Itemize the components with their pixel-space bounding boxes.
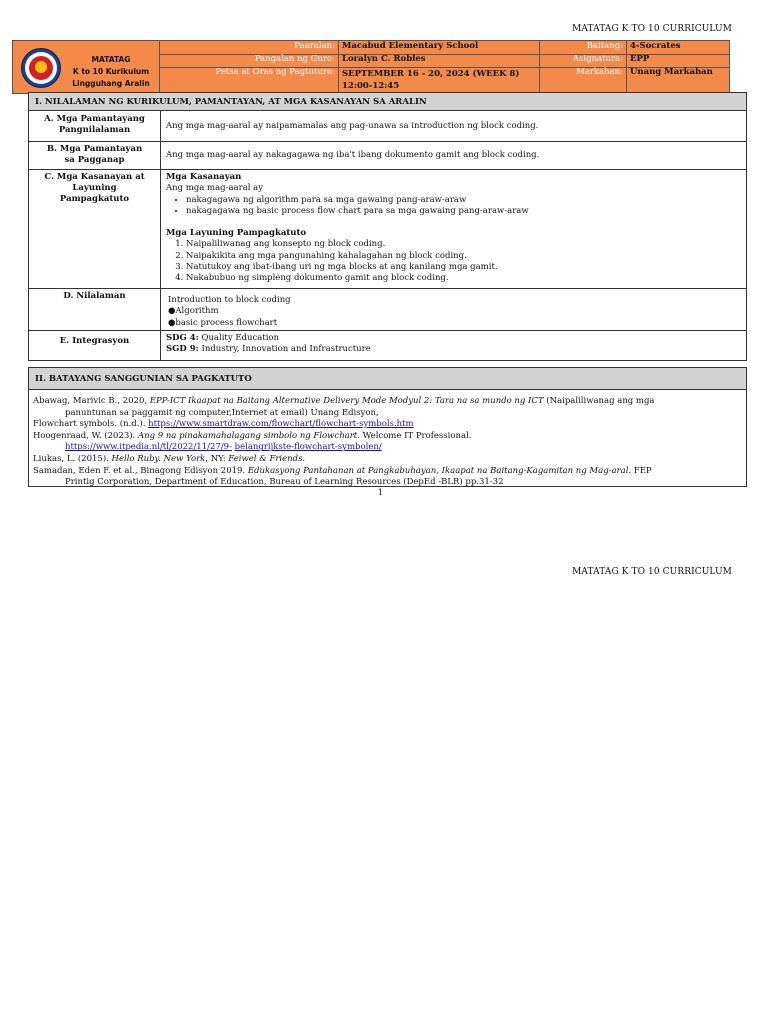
sdg9-label: SGD 9: bbox=[166, 344, 199, 355]
ref-3-author: Hoogenraad, W. (2023). bbox=[33, 430, 138, 441]
ref-3-link-part-2[interactable]: belangrijkste-flowchart-symbolen/ bbox=[234, 442, 382, 453]
ref-2-link[interactable]: https://www.smartdraw.com/flowchart/flowchart-symbols.htm bbox=[148, 419, 414, 430]
sdg4-line bbox=[166, 333, 740, 344]
ref-2-title: Flowchart symbols. (n.d.). bbox=[33, 419, 149, 430]
list-item: • nakagagawa ng basic process flow chart para sa mga gawaing pang-araw-araw bbox=[186, 206, 740, 217]
skills-list bbox=[166, 195, 740, 218]
row-performance-standards bbox=[29, 141, 746, 170]
row-e-label: E. Integrasyon bbox=[29, 330, 161, 360]
reference-3-cont bbox=[33, 442, 740, 454]
row-b-label bbox=[29, 141, 161, 169]
sdg9-text: Industry, Innovation and Infrastructure bbox=[198, 344, 371, 355]
section-2-title: II. BATAYANG SANGGUNIAN SA PAGKATUTO bbox=[29, 368, 746, 390]
grade-label: Baitang: bbox=[586, 41, 623, 51]
logo-line-2: K to 10 Kurikulum bbox=[72, 67, 150, 76]
row-d-label: D. Nilalaman bbox=[29, 288, 161, 330]
logo-text bbox=[63, 54, 159, 90]
lesson-header-table bbox=[12, 40, 730, 94]
date-value bbox=[338, 67, 540, 93]
row-a-label-line-1: A. Mga Pamantayang bbox=[44, 114, 145, 124]
ref-5-publisher-start: FEP bbox=[631, 465, 652, 476]
ref-4-title: Hello Ruby. New York bbox=[111, 453, 206, 464]
row-c-label-line-3: Pampagkatuto bbox=[59, 194, 130, 204]
list-item: 4. Nakabubuo ng simpleng dokumento gamit ang block coding. bbox=[186, 273, 740, 284]
header-row-date bbox=[159, 67, 729, 93]
grade-value: 4-Socrates bbox=[626, 41, 729, 54]
ref-4-place: , NY: bbox=[205, 453, 229, 464]
row-integration bbox=[29, 330, 746, 360]
objectives-list bbox=[166, 239, 740, 284]
list-item: 2. Naipakikita ang mga pangunahing kahalagahan ng block coding. bbox=[186, 251, 740, 262]
reference-list bbox=[33, 396, 740, 489]
page-number: 1 bbox=[378, 488, 384, 497]
skills-title: Mga Kasanayan bbox=[166, 172, 242, 182]
row-b-label-line-2: sa Pagganap bbox=[64, 155, 125, 165]
content-intro: Introduction to block coding bbox=[168, 295, 291, 305]
sdg4-text: Quality Education bbox=[198, 333, 280, 343]
reference-1-cont: panuntunan sa paggamit ng computer,Internet at email) Unang Edisyon, bbox=[65, 407, 379, 418]
section-1-title: I. NILALAMAN NG KURIKULUM, PAMANTAYAN, AT MGA KASANAYAN SA ARALIN bbox=[29, 93, 746, 111]
reference-5-cont: Printig Corporation, Department of Education, Bureau of Learning Resources (DepEd -BLR) pp.31-32 bbox=[65, 477, 504, 488]
list-item: 1. Naipaliliwanag ang konsepto ng block coding. bbox=[186, 239, 740, 250]
date-label: Petsa at Oras ng Pagtuturo: bbox=[215, 67, 335, 77]
teacher-value: Loralyn C. Robles bbox=[338, 54, 540, 67]
subject-value: EPP bbox=[626, 54, 729, 67]
date-line-2: 12:00-12:45 bbox=[342, 81, 400, 91]
ref-5-title: Edukasyong Pantahanan at Pangkabuhayan, Ikaapat na Baitang-Kagamitan ng Mag-aral. bbox=[247, 465, 632, 476]
running-header: MATATAG K TO 10 CURRICULUM bbox=[572, 24, 732, 34]
section-curriculum bbox=[28, 92, 747, 361]
ref-4-author: Liukas, L. (2015). bbox=[33, 453, 112, 464]
logo-line-3: Lingguhang Aralin bbox=[72, 79, 150, 88]
quarter-label: Markahan: bbox=[576, 67, 623, 77]
ref-1-author: Abawag, Marivic B., 2020, bbox=[33, 396, 150, 406]
row-b-text: Ang mga mag-aaral ay nakagagawa ng iba't ibang dokumento gamit ang block coding. bbox=[166, 150, 540, 160]
row-c-label bbox=[29, 169, 161, 288]
ref-1-note: (Naipaliliwanag ang mga bbox=[543, 396, 655, 406]
teacher-label: Pangalan ng Guro: bbox=[254, 54, 335, 64]
date-line-1: SEPTEMBER 16 - 20, 2024 (WEEK 8) bbox=[342, 69, 520, 79]
row-content-standards bbox=[29, 111, 746, 142]
row-b-label-line-1: B. Mga Pamantayan bbox=[46, 144, 143, 154]
reference-2 bbox=[33, 419, 740, 431]
school-label: Paaralan: bbox=[294, 41, 335, 51]
reference-5 bbox=[33, 466, 740, 478]
row-c-label-line-2: Layuning bbox=[72, 183, 117, 193]
row-d-content bbox=[166, 288, 740, 329]
row-a-text: Ang mga mag-aaral ay naipamamalas ang pag-unawa sa introduction ng block coding. bbox=[166, 121, 539, 131]
ref-3-link-part-1[interactable]: https://www.itpedia.nl/tl/2022/11/27/9- bbox=[65, 442, 232, 453]
header-row-teacher bbox=[159, 54, 729, 68]
row-a-label bbox=[29, 111, 161, 141]
row-c-label-line-1: C. Mga Kasanayan at bbox=[44, 172, 145, 182]
sdg4-label: SDG 4: bbox=[166, 333, 199, 343]
ref-3-publisher: . Welcome IT Professional. bbox=[357, 430, 472, 441]
row-content bbox=[29, 288, 746, 331]
row-competencies bbox=[29, 169, 746, 289]
objectives-title: Mga Layuning Pampagkatuto bbox=[166, 228, 307, 239]
list-item: 3. Natutukoy ang ibat-ibang uri ng mga blocks at ang kanilang mga gamit. bbox=[186, 262, 740, 273]
logo-cell bbox=[13, 41, 160, 93]
skills-intro: Ang mga mag-aaral ay bbox=[166, 183, 264, 194]
logo-line-1: MATATAG bbox=[91, 55, 131, 64]
section-references bbox=[28, 367, 747, 487]
list-item: ●basic process flowchart bbox=[168, 317, 278, 328]
ref-1-title: EPP-ICT Ikaapat na Baitang Alternative Delivery Mode Modyul 2: Tara na sa mundo ng ICT bbox=[149, 396, 544, 406]
quarter-value: Unang Markahan bbox=[626, 67, 729, 93]
subject-label: Asignatura: bbox=[572, 54, 623, 64]
reference-3 bbox=[33, 431, 740, 443]
reference-1 bbox=[33, 396, 740, 408]
school-value: Macabud Elementary School bbox=[338, 41, 540, 54]
sdg9-line bbox=[166, 344, 740, 355]
deped-seal-icon bbox=[21, 48, 61, 88]
header-row-school bbox=[159, 41, 729, 55]
list-item: ●Algorithm bbox=[168, 306, 219, 317]
reference-4 bbox=[33, 454, 740, 466]
running-header-page-2: MATATAG K TO 10 CURRICULUM bbox=[572, 567, 732, 577]
row-c-content bbox=[166, 169, 740, 285]
ref-5-author: Samadan, Eden F. et al., Binagong Edisyon 2019. bbox=[33, 465, 248, 476]
ref-3-title: Ang 9 na pinakamahalagang simbolo ng Flowchart bbox=[137, 430, 358, 441]
row-a-label-line-2: Pangnilalaman bbox=[58, 125, 131, 135]
ref-4-publisher: Feiwel & Friends. bbox=[228, 453, 306, 464]
list-item: • nakagagawa ng algorithm para sa mga gawaing pang-araw-araw bbox=[186, 195, 740, 206]
row-e-content bbox=[166, 330, 740, 356]
